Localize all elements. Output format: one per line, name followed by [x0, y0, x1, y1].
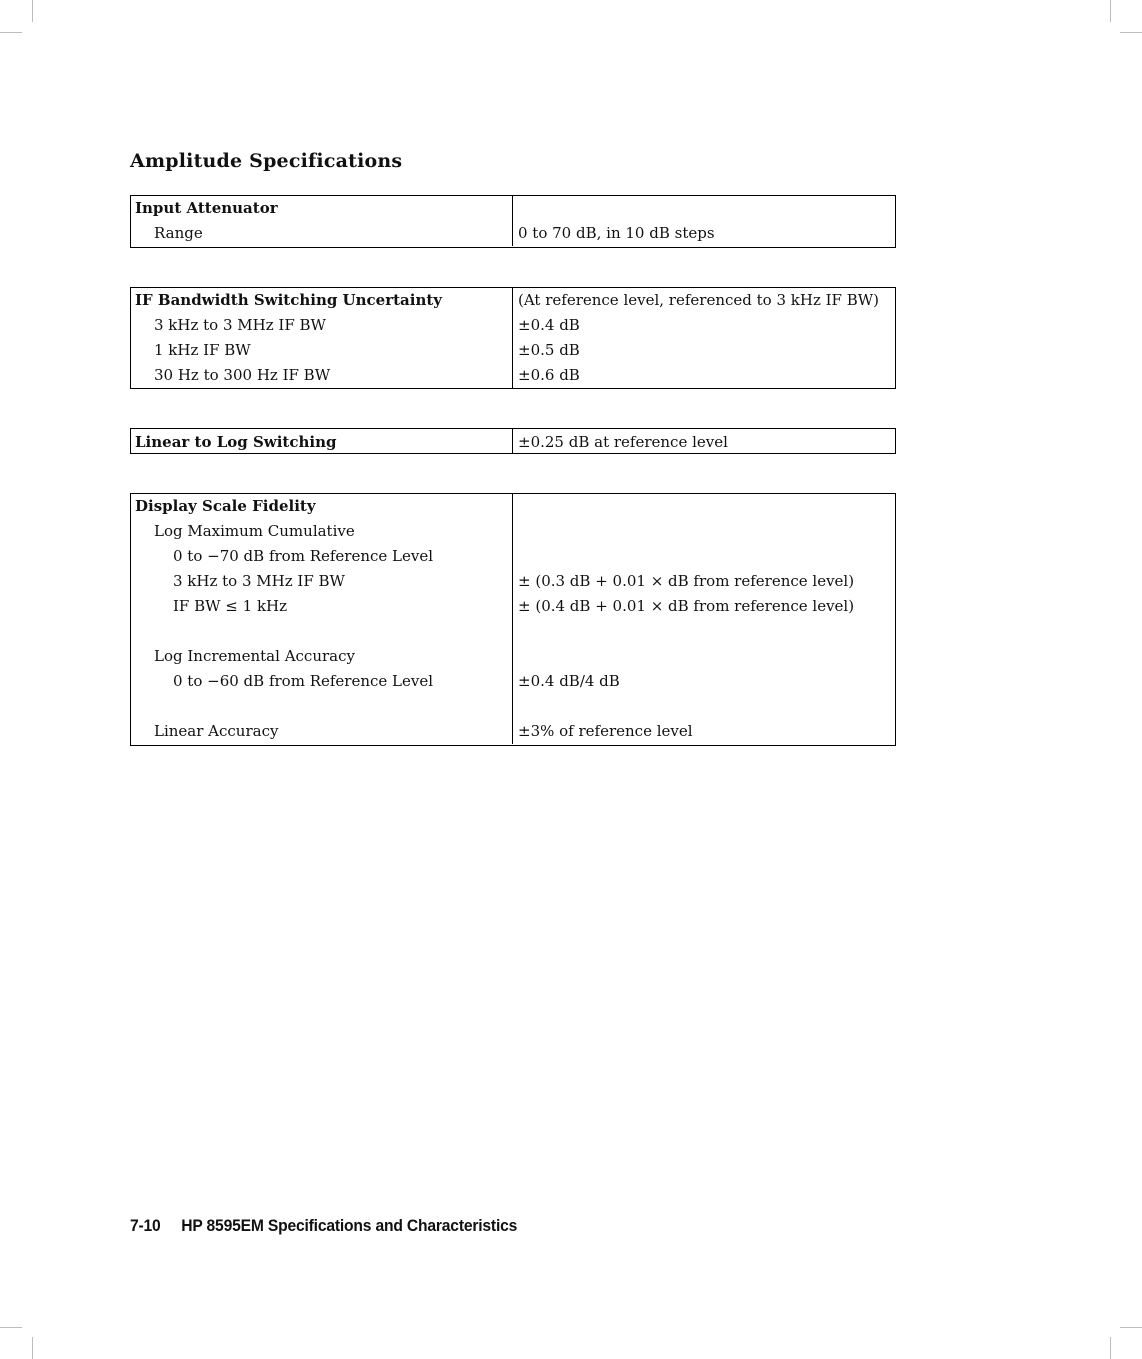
lin-log-switching-table — [130, 428, 896, 454]
page-footer — [130, 1216, 517, 1236]
row-value: ±3% of reference level — [512, 719, 895, 744]
table-header-value: (At reference level, referenced to 3 kHz IF BW) — [512, 288, 895, 313]
table-row — [130, 494, 895, 519]
table-header-label: Input Attenuator — [135, 199, 278, 217]
row-label: 3 kHz to 3 MHz IF BW — [173, 572, 345, 590]
row-value: ±0.6 dB — [512, 363, 895, 388]
table-row-spacer — [130, 619, 895, 644]
row-value: ±0.5 dB — [512, 338, 895, 363]
table-row-spacer — [130, 694, 895, 719]
input-attenuator-table — [130, 195, 896, 248]
row-label: 3 kHz to 3 MHz IF BW — [154, 316, 326, 334]
table-row — [130, 338, 895, 363]
table-header-value — [512, 196, 895, 221]
table-header-label: Display Scale Fidelity — [135, 497, 316, 515]
display-scale-fidelity-table — [130, 493, 896, 746]
row-value: ±0.4 dB/4 dB — [512, 669, 895, 694]
row-label — [130, 694, 512, 719]
row-label: Linear Accuracy — [154, 722, 279, 740]
row-value — [512, 694, 895, 719]
row-value — [512, 644, 895, 669]
row-value — [512, 619, 895, 644]
row-label: 0 to −70 dB from Reference Level — [173, 547, 434, 565]
table-row — [130, 519, 895, 544]
table-row — [130, 429, 895, 453]
row-label: Log Maximum Cumulative — [154, 522, 355, 540]
row-label: 30 Hz to 300 Hz IF BW — [154, 366, 331, 384]
table-row — [130, 594, 895, 619]
table-row — [130, 644, 895, 669]
crop-mark-top-right-h — [1120, 32, 1142, 33]
crop-mark-bottom-left-v — [32, 1337, 33, 1359]
crop-mark-bottom-right-h — [1120, 1327, 1142, 1328]
row-value: ±0.4 dB — [512, 313, 895, 338]
page-title: Amplitude Specifications — [130, 150, 403, 172]
table-header-label: Linear to Log Switching — [135, 433, 337, 451]
table-header-value — [512, 494, 895, 519]
table-row — [130, 196, 895, 221]
table-row — [130, 313, 895, 338]
row-value — [512, 544, 895, 569]
table-row — [130, 719, 895, 744]
row-label: 0 to −60 dB from Reference Level — [173, 672, 434, 690]
row-value — [512, 519, 895, 544]
if-bw-switching-table — [130, 287, 896, 389]
crop-mark-bottom-right-v — [1110, 1337, 1111, 1359]
row-label — [130, 619, 512, 644]
crop-mark-top-left-v — [32, 0, 33, 22]
row-label: 1 kHz IF BW — [154, 341, 251, 359]
row-value: ± (0.3 dB + 0.01 × dB from reference level) — [512, 569, 895, 594]
table-row — [130, 288, 895, 313]
table-row — [130, 569, 895, 594]
footer-page-number: 7-10 — [130, 1216, 161, 1235]
crop-mark-bottom-left-h — [0, 1327, 22, 1328]
row-label: IF BW ≤ 1 kHz — [173, 597, 288, 615]
range-label: Range — [154, 224, 203, 242]
row-label: Log Incremental Accuracy — [154, 647, 355, 665]
footer-title: HP 8595EM Specifications and Characteristics — [181, 1216, 518, 1235]
table-row — [130, 669, 895, 694]
table-header-label: IF Bandwidth Switching Uncertainty — [135, 291, 443, 309]
crop-mark-top-right-v — [1110, 0, 1111, 22]
table-row — [130, 544, 895, 569]
table-row — [130, 363, 895, 388]
crop-mark-top-left-h — [0, 32, 22, 33]
row-value: ± (0.4 dB + 0.01 × dB from reference level) — [512, 594, 895, 619]
table-header-value: ±0.25 dB at reference level — [512, 429, 895, 453]
table-row — [130, 221, 895, 246]
range-value: 0 to 70 dB, in 10 dB steps — [512, 221, 895, 246]
